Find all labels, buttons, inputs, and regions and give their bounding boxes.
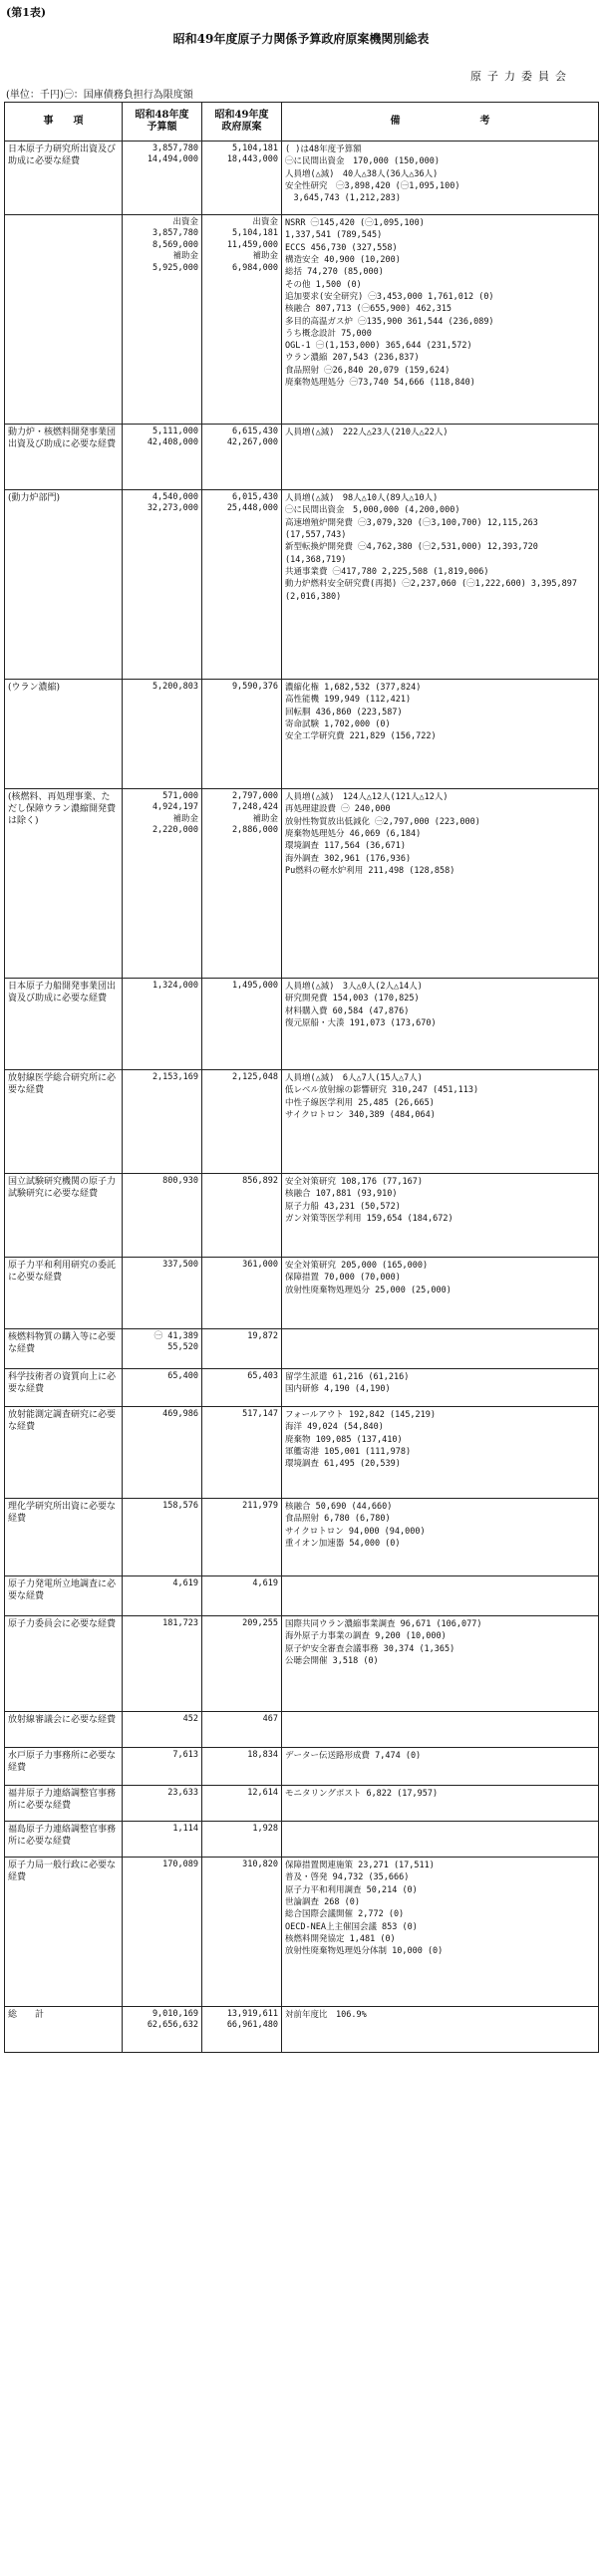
col-y48: 昭和48年度 予算額 — [123, 103, 202, 142]
note-line: 放射性廃棄物処理処分体制 10,000 (0) — [285, 1946, 444, 1957]
note-line: 海洋 49,024 (54,840) — [285, 1422, 384, 1433]
note-line: 再処理建設費 ㊀ 240,000 — [285, 804, 391, 815]
note-line: 廃棄物処理処分 46,069 (6,184) — [285, 828, 422, 839]
note-line: 人員増(△減) 98人△10人(89人△10人) — [285, 493, 439, 503]
note-line: データー伝送路形成費 7,474 (0) — [285, 1751, 422, 1761]
table-row — [5, 1329, 599, 1369]
note-line: 対前年度比 106.9% — [285, 2010, 367, 2020]
row-y49: 361,000 — [202, 1258, 282, 1329]
table-row — [5, 789, 599, 979]
row-y48: 571,000 4,924,197 補助金 2,220,000 — [123, 789, 202, 979]
note-line: 安全工学研究費 221,829 (156,722) — [285, 731, 437, 742]
row-y49: 209,255 — [202, 1616, 282, 1712]
row-item: 総 計 — [5, 2007, 123, 2053]
note-line: 核燃料開発協定 1,481 (0) — [285, 1933, 396, 1944]
row-notes — [282, 1748, 599, 1786]
note-line: 構造安全 40,900 (10,200) — [285, 254, 401, 265]
table-row — [5, 1712, 599, 1748]
row-notes — [282, 1499, 599, 1576]
row-item: 放射線審議会に必要な経費 — [5, 1712, 123, 1748]
note-line: 放射性物質放出低減化 ㊀2,797,000 (223,000) — [285, 816, 480, 827]
row-item: 原子力平和利用研究の委託に必要な経費 — [5, 1258, 123, 1329]
note-line: 国際共同ウラン濃縮事業調査 96,671 (106,077) — [285, 1619, 482, 1629]
table-row — [5, 1407, 599, 1499]
col-item: 事 項 — [5, 103, 123, 142]
row-item: 科学技術者の資質向上に必要な経費 — [5, 1369, 123, 1407]
note-line: 原子炉安全審査会議事務 30,374 (1,365) — [285, 1643, 455, 1654]
note-line: フォールアウト 192,842 (145,219) — [285, 1410, 437, 1420]
row-y48: 4,619 — [123, 1576, 202, 1616]
row-y48: 158,576 — [123, 1499, 202, 1576]
row-item: (ウラン濃縮) — [5, 680, 123, 789]
note-line: ㊀に民間出資金 5,000,000 (4,200,000) — [285, 505, 460, 516]
note-line: 廃棄物処理処分 ㊀73,740 54,666 (118,840) — [285, 378, 475, 389]
note-line: 廃棄物 109,085 (137,410) — [285, 1434, 403, 1445]
row-notes — [282, 1858, 599, 2007]
note-line: 保障措置関連施策 23,271 (17,511) — [285, 1860, 435, 1870]
row-item: 水戸原子力事務所に必要な経費 — [5, 1748, 123, 1786]
note-line: 留学生派遣 61,216 (61,216) — [285, 1372, 410, 1382]
row-y48: 452 — [123, 1712, 202, 1748]
row-item: 原子力発電所立地調査に必要な経費 — [5, 1576, 123, 1616]
note-line: ( )は48年度予算額 — [285, 144, 362, 154]
row-y48: 9,010,169 62,656,632 — [123, 2007, 202, 2053]
note-line: ㊀に民間出資金 170,000 (150,000) — [285, 156, 440, 167]
row-y49: 517,147 — [202, 1407, 282, 1499]
note-line: 核融合 50,690 (44,660) — [285, 1502, 393, 1512]
row-notes — [282, 979, 599, 1070]
table-number: (第1表) — [6, 6, 47, 19]
row-item: 理化学研究所出資に必要な経費 — [5, 1499, 123, 1576]
row-notes — [282, 1576, 599, 1616]
note-line: 共通事業費 ㊀417,780 2,225,508 (1,819,006) — [285, 566, 489, 577]
row-y49: 211,979 — [202, 1499, 282, 1576]
note-line: 高速増殖炉開発費 ㊀3,079,320 (㊀3,100,700) 12,115,263 (17,557,743) — [285, 517, 538, 540]
table-row — [5, 1786, 599, 1822]
table-row — [5, 1369, 599, 1407]
row-y49: 6,015,430 25,448,000 — [202, 490, 282, 680]
note-line: 高性能機 199,949 (112,421) — [285, 695, 412, 706]
table-row — [5, 1748, 599, 1786]
row-y49: 18,834 — [202, 1748, 282, 1786]
note-line: 食品照射 6,780 (6,780) — [285, 1514, 391, 1525]
note-line: 普及・啓発 94,732 (35,666) — [285, 1872, 410, 1883]
row-y48: 1,324,000 — [123, 979, 202, 1070]
note-line: 国内研修 4,190 (4,190) — [285, 1384, 391, 1395]
row-y49: 出資金 5,104,181 11,459,000 補助金 6,984,000 — [202, 215, 282, 425]
note-line: 3,645,743 (1,212,283) — [285, 193, 401, 204]
note-line: 回転胴 436,860 (223,587) — [285, 707, 403, 717]
row-y48: 5,200,803 — [123, 680, 202, 789]
note-line: 復元原船・大湊 191,073 (173,670) — [285, 1017, 437, 1028]
row-notes — [282, 142, 599, 215]
row-notes — [282, 1786, 599, 1822]
note-line: 保障措置 70,000 (70,000) — [285, 1273, 401, 1284]
note-line: モニタリングポスト 6,822 (17,957) — [285, 1789, 439, 1799]
row-notes — [282, 1258, 599, 1329]
note-line: 人員増(△減) 124人△12人(121人△12人) — [285, 792, 449, 802]
table-body — [5, 142, 599, 2053]
row-notes — [282, 1616, 599, 1712]
row-notes — [282, 490, 599, 680]
row-y49: 9,590,376 — [202, 680, 282, 789]
row-y49: 12,614 — [202, 1786, 282, 1822]
note-line: 軍艦寄港 105,001 (111,978) — [285, 1446, 412, 1457]
row-notes — [282, 1174, 599, 1258]
note-line: 追加要求(安全研究) ㊀3,453,000 1,761,012 (0) — [285, 291, 494, 302]
table-row — [5, 1499, 599, 1576]
row-item — [5, 215, 123, 425]
note-line: 安全性研究 ㊀3,898,420 (㊀1,095,100) — [285, 180, 460, 191]
budget-table — [4, 102, 599, 2053]
note-line: ウラン濃縮 207,543 (236,837) — [285, 353, 420, 364]
row-notes — [282, 215, 599, 425]
note-line: 多目的高温ガス炉 ㊀135,900 361,544 (236,089) — [285, 316, 494, 327]
note-line: 人員増(△減) 40人△38人(36人△36人) — [285, 168, 439, 179]
row-item: (核燃料、再処理事業、ただし保障ウラン濃縮開発費は除く) — [5, 789, 123, 979]
row-y48: 2,153,169 — [123, 1070, 202, 1174]
table-row — [5, 425, 599, 490]
row-item: 動力炉・核燃料開発事業団出資及び助成に必要な経費 — [5, 425, 123, 490]
row-y49: 65,403 — [202, 1369, 282, 1407]
note-line: NSRR ㊀145,420 (㊀1,095,100) — [285, 218, 425, 228]
row-item: 原子力委員会に必要な経費 — [5, 1616, 123, 1712]
unit-note: (単位：千円)㊀：国庫債務負担行為限度額 — [6, 90, 193, 101]
table-row — [5, 490, 599, 680]
table-row — [5, 1858, 599, 2007]
row-y48: 23,633 — [123, 1786, 202, 1822]
header-row — [5, 103, 599, 142]
row-notes — [282, 1369, 599, 1407]
note-line: 低レベル放射線の影響研究 310,247 (451,113) — [285, 1085, 479, 1096]
row-item: 放射線医学総合研究所に必要な経費 — [5, 1070, 123, 1174]
table-row — [5, 1616, 599, 1712]
note-line: 総括 74,270 (85,000) — [285, 267, 384, 278]
row-notes — [282, 1329, 599, 1369]
note-line: 動力炉燃料安全研究費(再掲) ㊀2,237,060 (㊀1,222,600) 3,395,897 (2,016,380) — [285, 579, 577, 602]
table-row — [5, 142, 599, 215]
row-notes — [282, 1070, 599, 1174]
note-line: 濃縮化権 1,682,532 (377,824) — [285, 683, 422, 693]
row-y48: 7,613 — [123, 1748, 202, 1786]
note-line: うち概念設計 75,000 — [285, 328, 372, 339]
note-line: 海外原子力事業の調査 9,200 (10,000) — [285, 1631, 447, 1642]
row-y49: 19,872 — [202, 1329, 282, 1369]
row-y48: 337,500 — [123, 1258, 202, 1329]
note-line: ガン対策等医学利用 159,654 (184,672) — [285, 1213, 453, 1224]
note-line: 放射性廃棄物処理処分 25,000 (25,000) — [285, 1285, 452, 1295]
note-line: Pu燃料の軽水炉利用 211,498 (128,858) — [285, 865, 455, 876]
note-line: OECD-NEA上主催国会議 853 (0) — [285, 1921, 418, 1932]
note-line: 重イオン加速器 54,000 (0) — [285, 1538, 401, 1549]
note-line: 人員増(△減) 222人△23人(210人△22人) — [285, 428, 449, 437]
row-y48: 170,089 — [123, 1858, 202, 2007]
note-line: 原子力船 43,231 (50,572) — [285, 1201, 401, 1212]
note-line: 新型転換炉開発費 ㊀4,762,380 (㊀2,531,000) 12,393,720 (14,368,719) — [285, 542, 538, 565]
row-notes — [282, 425, 599, 490]
row-notes — [282, 789, 599, 979]
row-y49: 2,797,000 7,248,424 補助金 2,886,000 — [202, 789, 282, 979]
row-y49: 1,495,000 — [202, 979, 282, 1070]
note-line: 安全対策研究 108,176 (77,167) — [285, 1177, 423, 1187]
row-item: 福島原子力連絡調整官事務所に必要な経費 — [5, 1822, 123, 1858]
note-line: その他 1,500 (0) — [285, 279, 362, 290]
note-line: 1,337,541 (789,545) — [285, 230, 383, 241]
row-notes — [282, 1712, 599, 1748]
note-line: 総合国際会議開催 2,772 (0) — [285, 1909, 405, 1920]
row-y48: 65,400 — [123, 1369, 202, 1407]
row-item: 日本原子力研究所出資及び助成に必要な経費 — [5, 142, 123, 215]
table-row — [5, 1070, 599, 1174]
row-y48: 1,114 — [123, 1822, 202, 1858]
col-y49: 昭和49年度 政府原案 — [202, 103, 282, 142]
row-item: 原子力局一般行政に必要な経費 — [5, 1858, 123, 2007]
note-line: サイクロトロン 340,389 (484,064) — [285, 1109, 436, 1120]
table-row — [5, 2007, 599, 2053]
note-line: 環境調査 61,495 (20,539) — [285, 1459, 401, 1470]
row-y49: 4,619 — [202, 1576, 282, 1616]
note-line: 寄命試験 1,702,000 (0) — [285, 718, 391, 729]
note-line: 核融合 107,881 (93,910) — [285, 1189, 398, 1200]
row-item: 福井原子力連絡調整官事務所に必要な経費 — [5, 1786, 123, 1822]
document-title: 昭和49年度原子力関係予算政府原案機関別総表 — [172, 32, 430, 46]
note-line: 研究開発費 154,003 (170,825) — [285, 994, 420, 1004]
note-line: 食品照射 ㊀26,840 20,079 (159,624) — [285, 365, 451, 376]
row-y48: 出資金 3,857,780 8,569,000 補助金 5,925,000 — [123, 215, 202, 425]
row-y49: 5,104,181 18,443,000 — [202, 142, 282, 215]
note-line: 世論調査 268 (0) — [285, 1896, 360, 1907]
row-item: 日本原子力船開発事業団出資及び助成に必要な経費 — [5, 979, 123, 1070]
row-y48: 181,723 — [123, 1616, 202, 1712]
row-notes — [282, 2007, 599, 2053]
note-line: 核融合 807,713 (㊀655,900) 462,315 — [285, 304, 452, 315]
row-y48: 469,986 — [123, 1407, 202, 1499]
row-y48: 3,857,780 14,494,000 — [123, 142, 202, 215]
row-y48: 800,930 — [123, 1174, 202, 1258]
note-line: ECCS 456,730 (327,558) — [285, 242, 398, 253]
row-notes — [282, 1822, 599, 1858]
row-y48: 5,111,000 42,408,000 — [123, 425, 202, 490]
organization: 原子力委員会 — [470, 70, 572, 83]
note-line: 海外調査 302,961 (176,936) — [285, 853, 412, 864]
row-y49: 2,125,048 — [202, 1070, 282, 1174]
note-line: サイクロトロン 94,000 (94,000) — [285, 1526, 426, 1537]
row-y49: 13,919,611 66,961,480 — [202, 2007, 282, 2053]
row-y49: 467 — [202, 1712, 282, 1748]
row-y49: 6,615,430 42,267,000 — [202, 425, 282, 490]
row-item: (動力炉部門) — [5, 490, 123, 680]
row-item: 核燃料物質の購入等に必要な経費 — [5, 1329, 123, 1369]
table-row — [5, 680, 599, 789]
row-item: 放射能測定調査研究に必要な経費 — [5, 1407, 123, 1499]
table-row — [5, 1822, 599, 1858]
row-y48: 4,540,000 32,273,000 — [123, 490, 202, 680]
row-notes — [282, 680, 599, 789]
row-item: 国立試験研究機関の原子力試験研究に必要な経費 — [5, 1174, 123, 1258]
note-line: 安全対策研究 205,000 (165,000) — [285, 1261, 429, 1271]
note-line: 公聴会開催 3,518 (0) — [285, 1655, 379, 1666]
table-row — [5, 1576, 599, 1616]
table-row — [5, 1174, 599, 1258]
note-line: 原子力平和利用調査 50,214 (0) — [285, 1884, 418, 1895]
note-line: 環境調査 117,564 (36,671) — [285, 841, 406, 852]
table-row — [5, 215, 599, 425]
table-row — [5, 979, 599, 1070]
row-y49: 856,892 — [202, 1174, 282, 1258]
note-line: 材料購入費 60,584 (47,876) — [285, 1005, 410, 1016]
note-line: 人員増(△減) 3人△0人(2人△14人) — [285, 982, 423, 992]
row-notes — [282, 1407, 599, 1499]
table-row — [5, 1258, 599, 1329]
row-y49: 1,928 — [202, 1822, 282, 1858]
note-line: OGL-1 ㊀(1,153,000) 365,644 (231,572) — [285, 341, 472, 352]
note-line: 人員増(△減) 6人△7人(15人△7人) — [285, 1073, 423, 1083]
col-notes: 備 考 — [282, 103, 599, 142]
row-y49: 310,820 — [202, 1858, 282, 2007]
row-y48: ㊀ 41,389 55,520 — [123, 1329, 202, 1369]
note-line: 中性子線医学利用 25,485 (26,665) — [285, 1097, 435, 1108]
